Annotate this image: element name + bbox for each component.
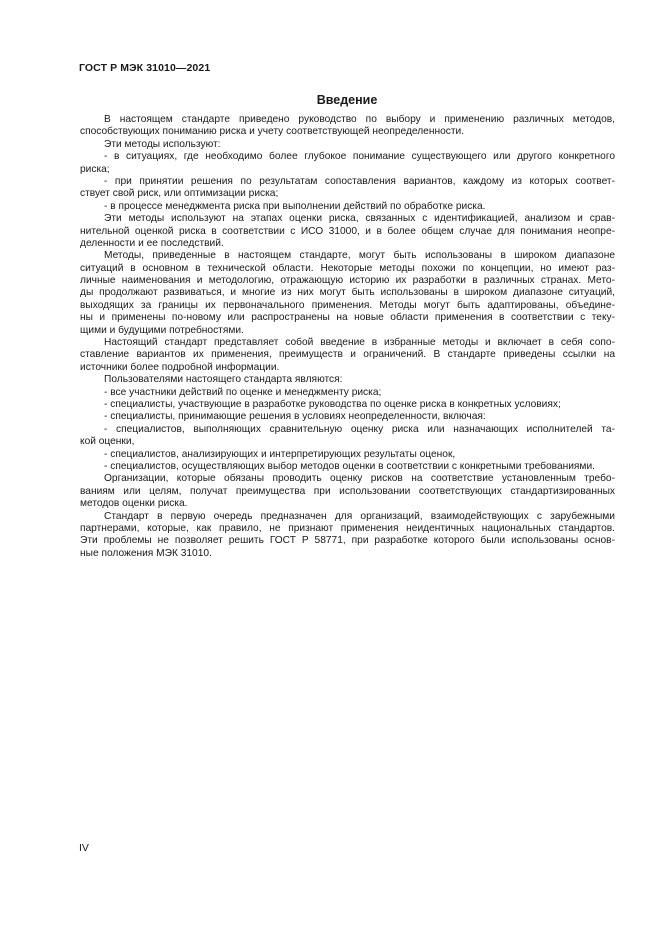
text-line: деленности и ее последствий. — [80, 237, 224, 249]
text-line: способствующих пониманию риска и учету соответствующей неопределенности. — [80, 126, 465, 138]
text-line: - в ситуациях, где необходимо более глубокое понимание существующего или другого конкретного — [104, 151, 615, 163]
text-line: В настоящем стандарте приведено руководство по выбору и применению различных методов, — [104, 114, 615, 125]
text-line: - в процессе менеджмента риска при выполнении действий по обработке риска. — [104, 200, 486, 212]
text-line: выходящих за границы их первоначального применения. Методы могут быть адаптированы, объедине- — [80, 299, 615, 311]
text-line: ваниям или целям, получат преимущества при использовании соответствующих стандартизированных — [80, 485, 615, 497]
text-line: нительной оценкой риска в соответствии с ИСО 31000, и в более общем случае для понимания неопре- — [80, 225, 615, 237]
text-line: партнерами, которые, как правило, не признают применения неидентичных национальных стандартов. — [80, 522, 615, 534]
text-line: - специалистов, выполняющих сравнительную оценку риска или назначающих исполнителей та- — [104, 423, 615, 435]
text-line: ные положения МЭК 31010. — [80, 547, 212, 559]
text-line: ны и применены по-новому или распространены на новые области применения в соответствии с теку- — [80, 312, 615, 324]
text-line: - специалистов, анализирующих и интерпретирующих результаты оценок, — [104, 448, 456, 460]
text-line: Настоящий стандарт представляет собой введение в избранные методы и включает в себя сопо- — [104, 337, 615, 349]
text-line: Стандарт в первую очередь предназначен для организаций, взаимодействующих с зарубежными — [104, 510, 615, 522]
text-line: - специалисты, принимающие решения в условиях неопределенности, включая: — [104, 411, 486, 423]
text-line: кой оценки, — [80, 436, 135, 448]
text-line: Эти методы используют на этапах оценки риска, связанных с идентификацией, анализом и срав- — [104, 213, 615, 225]
text-line: личные наименования и методологию, отражающую историю их разработки в различных странах. Мето- — [80, 275, 615, 287]
body-text — [80, 114, 615, 560]
text-line: - при принятии решения по результатам сопоставления вариантов, каждому из которых соответ- — [104, 175, 615, 187]
text-line: методов оценки риска. — [80, 498, 188, 510]
text-line: - специалистов, осуществляющих выбор методов оценки в соответствии с конкретными требованиями. — [104, 460, 595, 472]
text-line: ставление вариантов их применения, преимуществ и ограничений. В стандарте приведены ссылки на — [80, 349, 615, 361]
text-line: Методы, приведенные в настоящем стандарте, могут быть использованы в широком диапазоне — [104, 250, 615, 262]
text-line: Эти методы используют: — [104, 138, 221, 150]
text-line: ситуаций в основном в технической области. Некоторые методы похожи по концепции, но имеют раз- — [80, 262, 615, 274]
text-line: риска; — [80, 163, 110, 175]
text-line: - специалисты, участвующие в разработке руководства по оценке риска в конкретных условиях; — [104, 398, 561, 410]
text-line: щими и будущими потребностями. — [80, 324, 244, 336]
text-line: Пользователями настоящего стандарта являются: — [104, 374, 343, 386]
text-line: источники более подробной информации. — [80, 361, 280, 373]
text-line: Организации, которые обязаны проводить оценку рисков на соответствие установленным требо- — [104, 473, 615, 485]
text-line: ствует свой риск, или оптимизации риска; — [80, 188, 279, 200]
document-code: ГОСТ Р МЭК 31010—2021 — [79, 62, 211, 74]
text-line: ды продолжают развиваться, и многие из них могут быть использованы в широком диапазоне ситуаций, — [80, 287, 615, 299]
text-line: - все участники действий по оценке и менеджменту риска; — [104, 386, 382, 398]
page-number: IV — [79, 842, 89, 854]
section-title: Введение — [316, 93, 378, 107]
text-line: Эти проблемы не позволяет решить ГОСТ Р 58771, при разработке которого были использованы основ- — [80, 535, 615, 547]
